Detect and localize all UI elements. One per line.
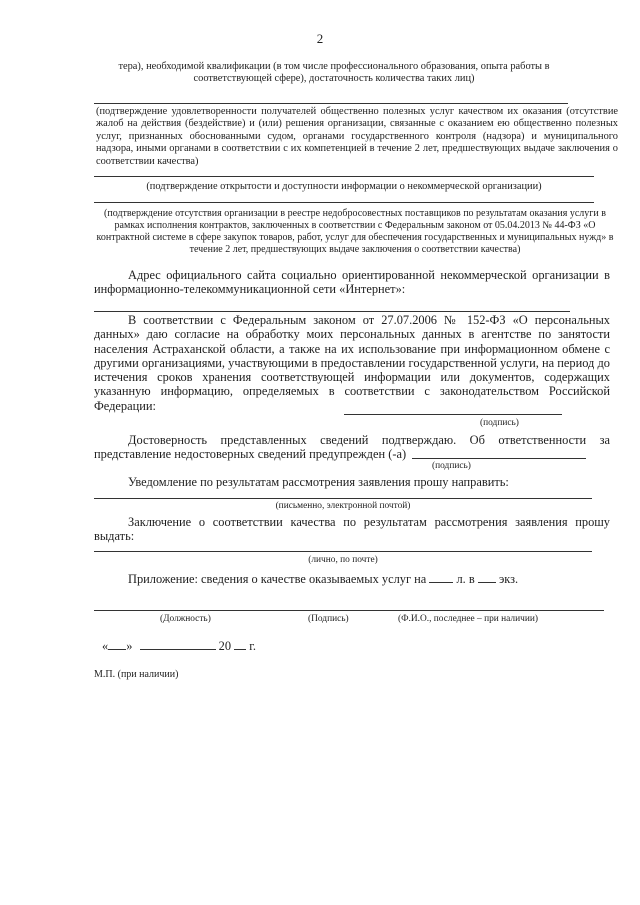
date-year-field[interactable] <box>234 639 246 650</box>
date-year-prefix: 20 <box>218 639 232 653</box>
notification-field-line[interactable] <box>94 498 592 499</box>
caption-openness: (подтверждение открытости и доступности информации о некоммерческой организации) <box>146 181 542 192</box>
date-open-quote: « <box>102 639 109 653</box>
appendix-middle: л. в <box>456 572 475 586</box>
signature-label: (подпись) <box>480 418 519 428</box>
date-day-field[interactable] <box>108 639 126 650</box>
notification-text: Уведомление по результатам рассмотрения заявления прошу направить: <box>128 475 509 489</box>
date-month-field[interactable] <box>140 639 216 650</box>
caption-name: (Ф.И.О., последнее – при наличии) <box>398 614 538 624</box>
appendix-line <box>128 572 608 586</box>
conclusion-field-line[interactable] <box>94 551 592 552</box>
date-year-suffix: г. <box>249 639 257 653</box>
conclusion-text: Заключение о соответствии качества по результатам рассмотрения заявления прошу выдать: <box>94 515 610 544</box>
consent-text: В соответствии с Федеральным законом от 27.07.2006 № 152-ФЗ «О персональных данных» даю согласие на обработку моих персональных данных в агентстве по занятости населения Астраханской области, а также на их использование при информационном обмене с другими организациями, участвующими в предоставлении государственной услуги, на период до истечения сроков хранения соответствующей информации или документов, содержащих указанную информацию, определяемых в соответствии с законодательством Российской Федерации: <box>94 313 610 413</box>
date-close-quote: » <box>126 639 133 653</box>
caption-notification-method: (письменно, электронной почтой) <box>275 501 411 511</box>
caption-registry: (подтверждение отсутствия организации в реестре недобросовестных поставщиков по результатам оказания услуги в рамках исполнения контрактов, заключенных в соответствии с Федеральным законом от 05.04.2013 № 44-ФЗ «О контрактной системе в сфере закупок товаров, работ, услуг для обеспечения государственных и муниципальных нужд» в течение 2 лет, предшествующих выдаче заключения о соответствии качества) <box>96 208 614 255</box>
date-line <box>102 639 256 653</box>
website-field-line[interactable] <box>94 311 570 312</box>
caption-signature: (Подпись) <box>308 614 349 624</box>
field-line <box>94 176 594 177</box>
caption-conclusion-method: (лично, по почте) <box>308 555 378 565</box>
appendix-suffix: экз. <box>498 572 519 586</box>
signature-label: (подпись) <box>432 461 471 471</box>
caption-position: (Должность) <box>160 614 211 624</box>
reliability-text: Достоверность представленных сведений подтверждаю. Об ответственности за представление недостоверных сведений предупрежден (-а) <box>94 433 610 462</box>
caption-satisfaction: (подтверждение удовлетворенности получателей общественно полезных услуг качеством их оказания (отсутствие жалоб на действия (бездействие) и (или) решения организации, связанные с оказанием ею общественно полезных услуг, признанных обоснованными судом, органами государственного контроля (надзора) и муниципального надзора, иными органами в соответствии с их компетенцией в течение 2 лет, предшествующих выдаче заключения о соответствии качества) <box>96 106 618 167</box>
website-text: Адрес официального сайта социально ориентированной некоммерческой организации в информационно-телекоммуникационной сети «Интернет»: <box>94 268 610 297</box>
appendix-prefix: Приложение: сведения о качестве оказываемых услуг на <box>128 572 427 586</box>
signature-line[interactable] <box>94 610 604 611</box>
appendix-pages-field[interactable] <box>429 572 453 583</box>
consent-signature-line[interactable] <box>344 414 562 415</box>
field-line <box>94 103 568 104</box>
field-line <box>94 202 594 203</box>
intro-caption: тера), необходимой квалификации (в том числе профессионального образования, опыта работы в соответствующей сфере), достаточность количества таких лиц) <box>118 61 550 85</box>
page-number: 2 <box>316 31 324 46</box>
stamp-note: М.П. (при наличии) <box>94 669 179 680</box>
appendix-copies-field[interactable] <box>478 572 496 583</box>
reliability-signature-line[interactable] <box>412 458 586 459</box>
